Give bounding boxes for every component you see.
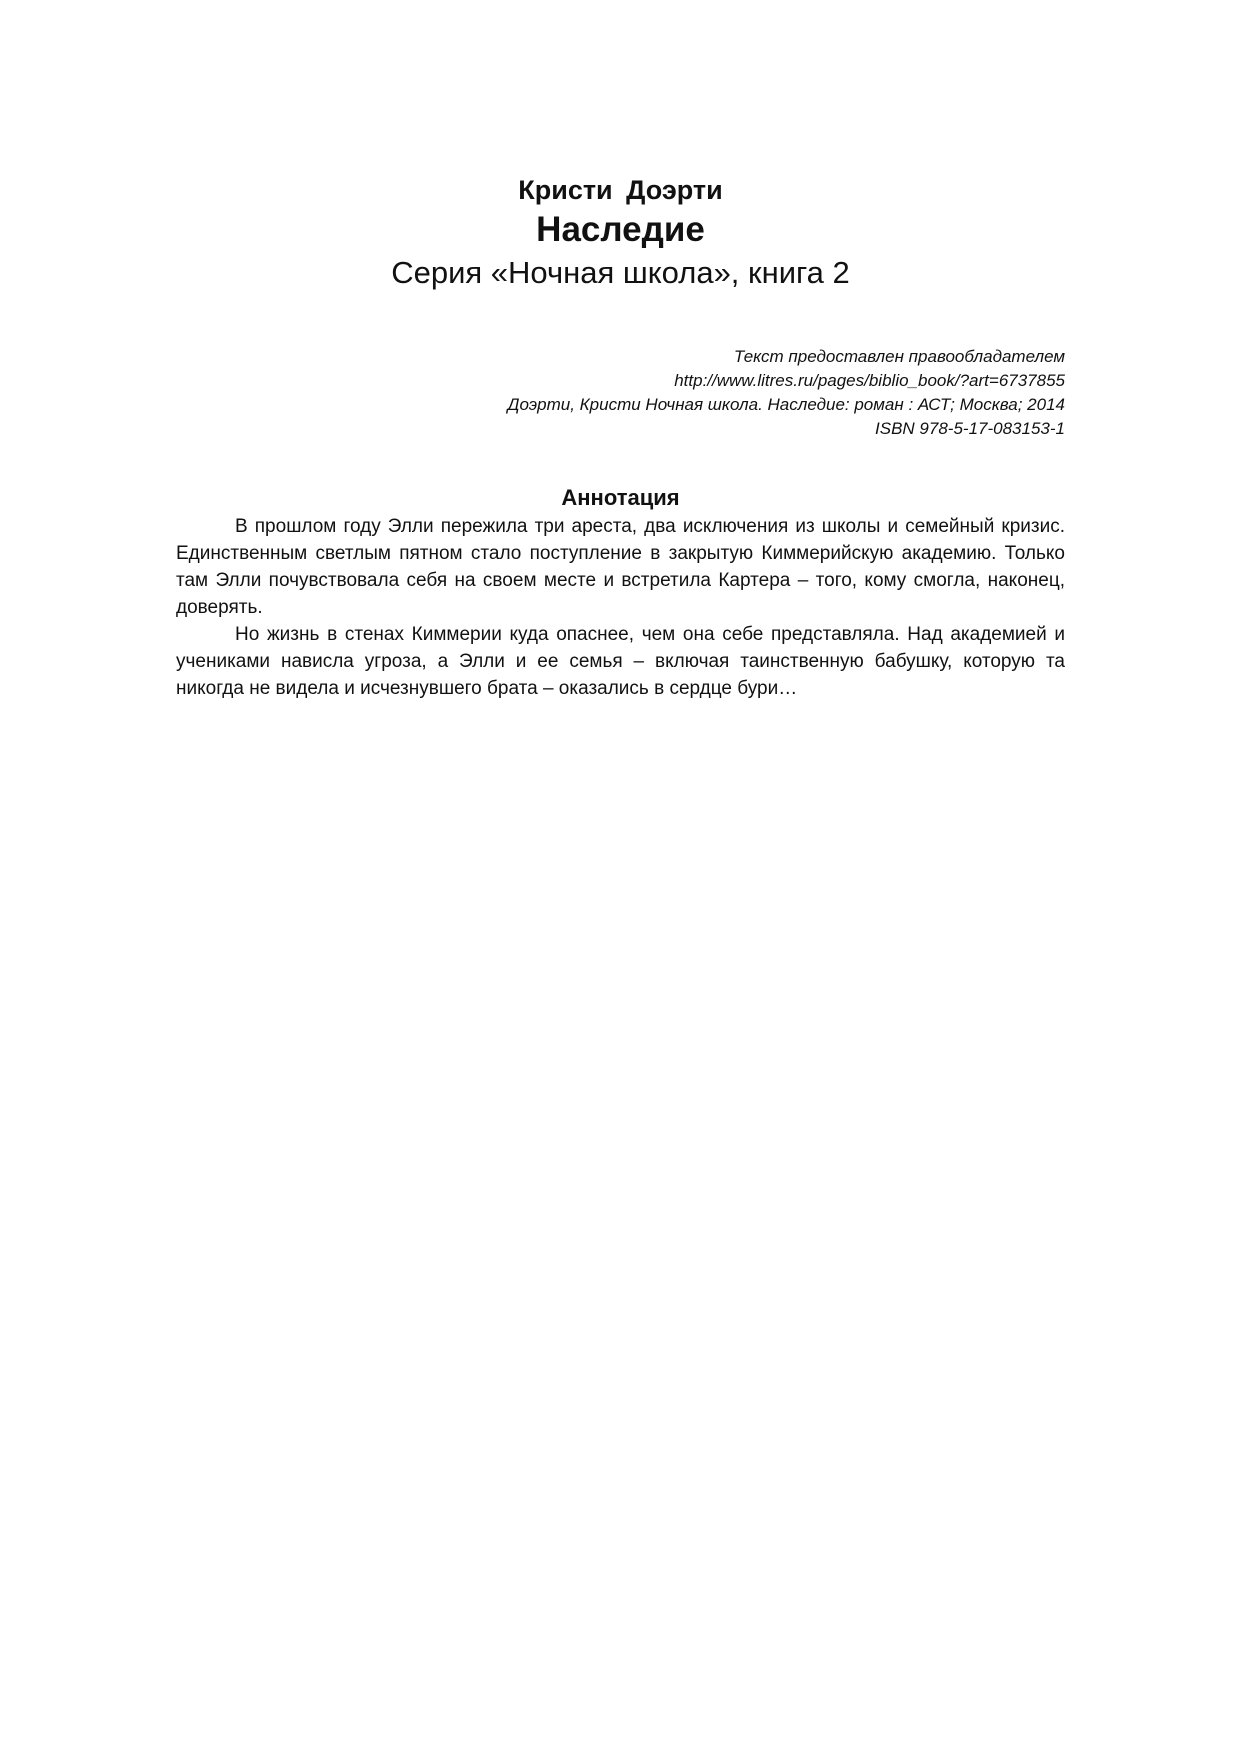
book-series: Серия «Ночная школа», книга 2 xyxy=(391,255,850,290)
rights-holder-note: Текст предоставлен правообладателем xyxy=(733,347,1065,366)
isbn: ISBN 978-5-17-083153-1 xyxy=(875,419,1065,438)
annotation-paragraph: В прошлом году Элли пережила три ареста, два исключения из школы и семейный кризис. Единственным светлым пятном стало поступление в закрытую Киммерийскую академию. Только там Элли почувствовала себя на своем месте и встретила Картера – того, кому смогла, наконец, доверять. xyxy=(176,516,1065,618)
book-title: Наследие xyxy=(536,210,705,249)
annotation-heading: Аннотация xyxy=(561,485,680,510)
publication-info xyxy=(508,345,1065,441)
bibliographic-citation: Доэрти, Кристи Ночная школа. Наследие: роман : АСТ; Москва; 2014 xyxy=(507,395,1065,414)
annotation-paragraph: Но жизнь в стенах Киммерии куда опаснее, чем она себе представляла. Над академией и учениками нависла угроза, а Элли и ее семья – включая таинственную бабушку, которую та никогда не видела и исчезнувшего брата – оказались в сердце бури… xyxy=(176,624,1065,699)
source-url: http://www.litres.ru/pages/biblio_book/?art=6737855 xyxy=(674,371,1065,390)
annotation-body xyxy=(176,513,1065,702)
book-author: Кристи Доэрти xyxy=(518,175,723,205)
